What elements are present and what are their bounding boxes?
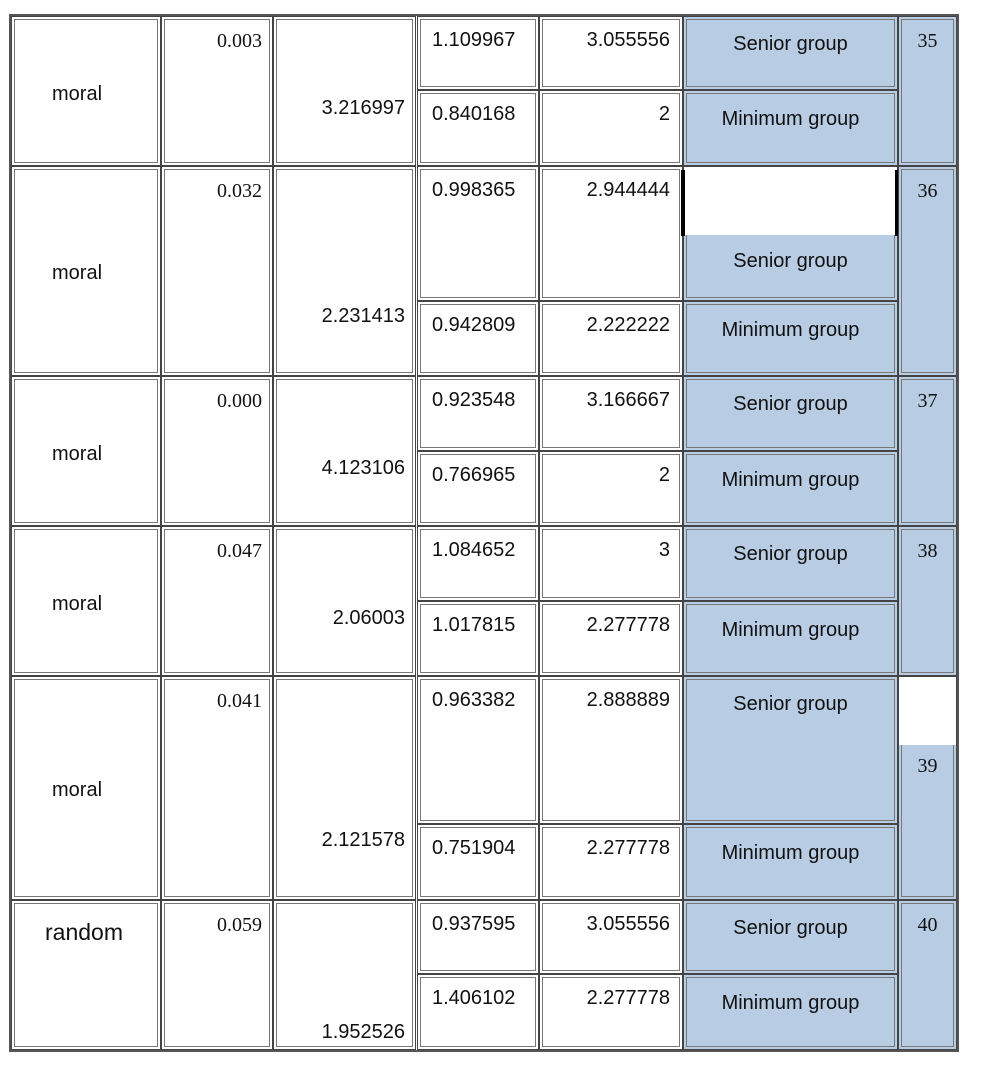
senior-group-label: Senior group	[733, 33, 848, 55]
row-39-number-cell	[898, 676, 957, 900]
mean-senior-value: 3.166667	[586, 389, 670, 411]
row-number: 37	[917, 390, 938, 412]
std-senior-value: 0.998365	[432, 179, 516, 201]
std-min-value: 0.751904	[432, 837, 516, 859]
sig-value: 0.000	[217, 390, 262, 412]
row-40-number-cell	[898, 900, 957, 1050]
mean-min-value: 2.277778	[586, 987, 670, 1009]
mean-senior-value: 2.944444	[586, 179, 670, 201]
row-label: moral	[52, 443, 103, 465]
row-39-std-min	[417, 824, 539, 900]
row-40-label-cell	[11, 900, 161, 1050]
std-min-value: 0.942809	[432, 314, 516, 336]
row-36-mean-min	[539, 301, 683, 376]
row-37-sig-cell	[161, 376, 273, 526]
row-number: 36	[917, 180, 938, 202]
row-35-mean-senior	[539, 16, 683, 90]
row-number: 39	[917, 755, 938, 777]
std-min-value: 0.840168	[432, 103, 516, 125]
row-37-minimum-group	[683, 451, 898, 526]
minimum-group-label: Minimum group	[721, 319, 860, 341]
row-40-mean-senior	[539, 900, 683, 974]
row-40-std-senior	[417, 900, 539, 974]
senior-group-label: Senior group	[733, 250, 848, 272]
row-39-mean-senior	[539, 676, 683, 824]
row-37-std-min	[417, 451, 539, 526]
row-38-mean-min	[539, 601, 683, 676]
minimum-group-label: Minimum group	[721, 619, 860, 641]
row-37-t-cell	[273, 376, 416, 526]
row-38-std-senior	[417, 526, 539, 601]
white-gap	[899, 677, 956, 745]
row-label: moral	[52, 83, 103, 105]
row-40-minimum-group	[683, 974, 898, 1050]
row-38-label-cell	[11, 526, 161, 676]
senior-group-label: Senior group	[733, 543, 848, 565]
row-36-sig-cell	[161, 166, 273, 376]
row-37-mean-senior	[539, 376, 683, 451]
mean-min-value: 2	[658, 464, 670, 486]
row-40-senior-group	[683, 900, 898, 974]
row-label: moral	[52, 779, 103, 801]
minimum-group-label: Minimum group	[721, 842, 860, 864]
row-35-mean-min	[539, 90, 683, 166]
row-39-std-senior	[417, 676, 539, 824]
row-40-t-cell	[273, 900, 416, 1050]
t-value: 2.06003	[332, 607, 405, 629]
row-36-senior-group	[683, 166, 898, 301]
row-35-minimum-group	[683, 90, 898, 166]
sig-value: 0.041	[217, 690, 262, 712]
row-36-std-min	[417, 301, 539, 376]
row-38-number-cell	[898, 526, 957, 676]
row-number: 40	[917, 914, 938, 936]
row-37-std-senior	[417, 376, 539, 451]
senior-group-label: Senior group	[733, 393, 848, 415]
row-number: 38	[917, 540, 938, 562]
t-value: 1.952526	[321, 1021, 405, 1043]
sig-value: 0.032	[217, 180, 262, 202]
mean-senior-value: 2.888889	[586, 689, 670, 711]
row-39-label-cell	[11, 676, 161, 900]
row-38-minimum-group	[683, 601, 898, 676]
row-40-mean-min	[539, 974, 683, 1050]
row-38-t-cell	[273, 526, 416, 676]
row-38-senior-group	[683, 526, 898, 601]
std-senior-value: 0.937595	[432, 913, 516, 935]
minimum-group-label: Minimum group	[721, 992, 860, 1014]
edit-marker-left	[681, 170, 685, 236]
mean-senior-value: 3	[658, 539, 670, 561]
mean-senior-value: 3.055556	[586, 913, 670, 935]
row-38-sig-cell	[161, 526, 273, 676]
t-value: 3.216997	[321, 97, 405, 119]
row-39-sig-cell	[161, 676, 273, 900]
row-39-mean-min	[539, 824, 683, 900]
row-37-number-cell	[898, 376, 957, 526]
white-gap	[684, 167, 897, 235]
mean-min-value: 2.277778	[586, 837, 670, 859]
mean-min-value: 2	[658, 103, 670, 125]
row-35-std-min	[417, 90, 539, 166]
row-35-t-cell	[273, 16, 416, 166]
std-senior-value: 1.084652	[432, 539, 516, 561]
row-38-std-min	[417, 601, 539, 676]
row-37-senior-group	[683, 376, 898, 451]
row-40-sig-cell	[161, 900, 273, 1050]
sig-value: 0.047	[217, 540, 262, 562]
std-min-value: 1.406102	[432, 987, 516, 1009]
row-39-senior-group	[683, 676, 898, 824]
row-35-label-cell	[11, 16, 161, 166]
mean-min-value: 2.277778	[586, 614, 670, 636]
t-value: 4.123106	[321, 457, 405, 479]
row-label: moral	[52, 262, 103, 284]
minimum-group-label: Minimum group	[721, 469, 860, 491]
senior-group-label: Senior group	[733, 917, 848, 939]
row-label: moral	[52, 593, 103, 615]
row-39-t-cell	[273, 676, 416, 900]
std-min-value: 0.766965	[432, 464, 516, 486]
t-value: 2.121578	[321, 829, 405, 851]
mean-min-value: 2.222222	[586, 314, 670, 336]
row-36-number-cell	[898, 166, 957, 376]
std-senior-value: 0.963382	[432, 689, 516, 711]
row-37-mean-min	[539, 451, 683, 526]
std-min-value: 1.017815	[432, 614, 516, 636]
row-40-std-min	[417, 974, 539, 1050]
row-35-std-senior	[417, 16, 539, 90]
row-35-senior-group	[683, 16, 898, 90]
row-36-std-senior	[417, 166, 539, 301]
row-36-label-cell	[11, 166, 161, 376]
row-36-minimum-group	[683, 301, 898, 376]
sig-value: 0.003	[217, 30, 262, 52]
senior-group-label: Senior group	[733, 693, 848, 715]
row-39-minimum-group	[683, 824, 898, 900]
t-value: 2.231413	[321, 305, 405, 327]
std-senior-value: 0.923548	[432, 389, 516, 411]
row-38-mean-senior	[539, 526, 683, 601]
row-36-t-cell	[273, 166, 416, 376]
row-35-number-cell	[898, 16, 957, 166]
row-35-sig-cell	[161, 16, 273, 166]
minimum-group-label: Minimum group	[721, 108, 860, 130]
mean-senior-value: 3.055556	[586, 29, 670, 51]
row-37-label-cell	[11, 376, 161, 526]
std-senior-value: 1.109967	[432, 29, 516, 51]
sig-value: 0.059	[217, 914, 262, 936]
row-number: 35	[917, 30, 938, 52]
row-36-mean-senior	[539, 166, 683, 301]
row-label: random	[45, 919, 123, 945]
